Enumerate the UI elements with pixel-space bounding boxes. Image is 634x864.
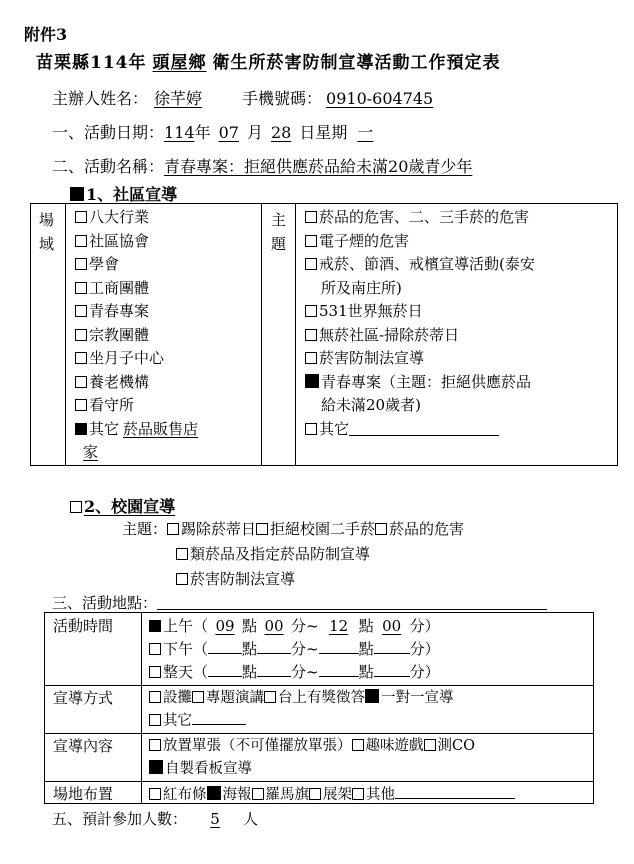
venue-label: 學會 [89,255,120,273]
topic-label: 電子煙的危害 [319,231,410,250]
am-start-min[interactable]: 00 [264,617,284,635]
participants-label: 五、預計參加人數： [52,810,188,828]
topic-item[interactable] [305,230,535,254]
checkbox-icon[interactable] [75,211,87,223]
content-opt: 趣味遊戲 [365,738,424,754]
checkbox-icon[interactable] [264,691,276,703]
min-unit: 分~ [291,640,319,658]
content-options [149,735,475,781]
section2-topics-row3 [176,568,295,589]
layout-opt: 紅布條 [163,787,207,803]
layout-opt: 海報 [222,787,252,803]
day-unit: 日 [299,123,316,142]
title-township: 頭屋鄉 [152,53,207,73]
checkbox-icon[interactable] [149,760,163,774]
method-opt: 專題演講 [206,690,264,706]
min-unit-end: 分） [409,640,440,658]
section2-checkbox[interactable] [70,501,82,513]
all-end-hour[interactable] [319,663,359,677]
venue-item[interactable] [75,230,200,254]
checkbox-icon[interactable] [352,739,364,751]
checkbox-icon[interactable] [207,786,221,800]
form-title [36,48,501,73]
checkbox-icon[interactable] [305,423,317,435]
topic-label: 無菸社區-掃除菸蒂日 [319,325,460,344]
layout-other-field[interactable] [395,785,515,799]
hour-unit: 點 [358,617,374,635]
checkbox-icon[interactable] [75,376,87,388]
checkbox-icon[interactable] [305,329,317,341]
time-label: 活動時間 [53,617,114,635]
topic-other[interactable] [305,418,535,442]
min-unit-end: 分） [409,663,440,681]
venue-other-label: 其它 [89,419,120,438]
topic-label: 戒菸、節酒、戒檳宣導活動(泰安 [319,255,535,273]
details-table [44,612,594,804]
all-end-min[interactable] [374,663,410,677]
venue-label: 坐月子中心 [89,349,165,367]
weekday-label: 星期 [315,123,348,142]
topic-label: 菸害防制法宣導 [319,349,425,367]
date-month[interactable]: 07 [218,123,239,142]
title-suffix: 衛生所菸害防制宣導活動工作預定表 [212,53,501,73]
section2-label: 2、校園宣導 [84,497,176,516]
venue-other-field[interactable]: 菸品販售店 [123,419,199,438]
venue-header-char2: 域 [39,235,55,253]
checkbox-icon[interactable] [149,788,161,800]
activity-row [52,154,482,177]
layout-opt: 其他 [366,787,395,803]
checkbox-icon[interactable] [149,620,161,632]
am-end-min[interactable]: 00 [382,617,402,635]
venue-list [75,206,200,465]
section2-opt: 踢除菸蒂日 [181,520,257,538]
layout-options [149,783,515,804]
checkbox-icon[interactable] [75,423,87,435]
checkbox-icon[interactable] [75,235,87,247]
date-row [52,120,383,143]
venue-item[interactable] [75,371,200,395]
checkbox-icon[interactable] [305,235,317,247]
venue-item[interactable] [75,324,200,348]
checkbox-icon[interactable] [305,258,317,270]
section2-opt: 菸害防制法宣導 [190,570,296,588]
venue-item[interactable] [75,394,200,418]
section2-opt: 類菸品及指定菸品防制宣導 [190,545,371,563]
topic-other-label: 其它 [319,419,350,438]
checkbox-icon[interactable] [149,666,161,678]
content-opt: 測CO [437,738,475,754]
section2-heading [70,494,175,517]
topic-label: 青春專案（主題：拒絕供應菸品 [321,372,532,391]
location-field[interactable] [157,595,547,610]
topic-item[interactable] [305,347,535,371]
checkbox-icon[interactable] [149,691,161,703]
topic-item[interactable] [305,253,535,277]
hour-unit: 點 [242,640,258,658]
venue-item[interactable] [75,206,200,230]
venue-label: 八大行業 [89,208,150,226]
date-label: 一、活動日期： [52,123,165,142]
checkbox-icon[interactable] [75,305,87,317]
checkbox-icon[interactable] [176,573,188,585]
venue-item[interactable] [75,300,200,324]
location-row [52,592,547,613]
checkbox-icon[interactable] [192,691,204,703]
pm-start-min[interactable] [257,640,291,654]
pm-end-hour[interactable] [319,640,359,654]
venue-other[interactable] [75,418,200,442]
topic-label-cont: 所及南庄所) [321,278,402,297]
date-day[interactable]: 28 [270,123,292,142]
venue-label: 工商團體 [89,278,150,297]
checkbox-icon[interactable] [352,788,364,800]
hour-unit: 點 [242,617,258,635]
am-label: 上午（ [163,617,209,635]
layout-label: 場地布置 [53,785,114,803]
pm-start-hour[interactable] [208,640,242,654]
date-year[interactable]: 114 [164,123,195,142]
topic-list [305,206,535,441]
topic-item[interactable] [305,300,535,324]
checkbox-icon[interactable] [305,305,317,317]
section1-heading [70,182,177,205]
checkbox-icon[interactable] [256,523,268,535]
am-start-hour[interactable]: 09 [215,617,235,635]
all-label: 整天（ [163,663,209,681]
checkbox-icon[interactable] [75,258,87,270]
checkbox-icon[interactable] [424,739,436,751]
am-end-hour[interactable]: 12 [329,617,349,635]
method-opt: 一對一宣導 [381,690,454,706]
topic-label: 531世界無菸日 [319,302,423,320]
participants-field[interactable]: 5 [210,810,220,828]
attachment-label: 附件3 [24,25,68,44]
min-unit: 分~ [291,663,319,681]
section2-topic-label: 主題： [122,520,168,538]
content-label: 宣導內容 [53,737,114,755]
pm-end-min[interactable] [374,640,410,654]
hour-unit: 點 [358,663,374,681]
topic-header-char2: 題 [271,235,287,253]
hour-unit: 點 [358,640,374,658]
all-start-hour[interactable] [208,663,242,677]
checkbox-icon[interactable] [149,739,161,751]
topic-header [271,208,286,256]
method-label: 宣導方式 [53,689,114,707]
topic-header-char1: 主 [271,211,287,229]
venue-label: 青春專案 [89,302,150,320]
checkbox-icon[interactable] [305,211,317,223]
method-opt: 台上有獎徵答 [278,690,365,706]
layout-opt: 展架 [323,787,352,803]
topic-label: 菸品的危害、二、三手菸的危害 [319,208,530,226]
topic-item[interactable] [305,324,535,348]
time-am-row[interactable] [149,615,440,638]
section1-checkbox[interactable] [70,187,84,201]
venue-label: 社區協會 [89,231,150,250]
checkbox-icon[interactable] [75,399,87,411]
venue-label: 看守所 [89,396,135,414]
topic-item[interactable] [305,206,535,230]
month-unit: 月 [246,123,263,142]
checkbox-icon[interactable] [149,643,161,655]
method-opt: 設攤 [163,690,192,706]
time-pm-row[interactable] [149,638,440,661]
topic-other-field[interactable] [349,421,499,436]
organizer-name-field[interactable]: 徐芊婷 [154,89,203,108]
section2-topics-row1 [122,518,464,539]
phone-field[interactable]: 0910-604745 [326,89,434,108]
community-table [30,203,618,466]
section1-label: 1、社區宣導 [86,185,178,204]
date-weekday[interactable]: 一 [357,123,374,142]
title-prefix: 苗栗縣114年 [36,53,147,73]
year-unit: 年 [194,123,211,142]
hour-unit: 點 [242,663,258,681]
checkbox-icon[interactable] [167,523,179,535]
checkbox-icon[interactable] [75,352,87,364]
checkbox-icon[interactable] [309,788,321,800]
content-opt: 放置單張（不可僅擺放單張） [163,738,352,754]
checkbox-icon[interactable] [252,788,264,800]
location-label: 三、活動地點： [52,594,158,612]
section2-opt: 菸品的危害 [389,520,465,538]
content-opt: 自製看板宣導 [165,761,252,777]
phone-label: 手機號碼： [242,89,323,108]
venue-header-char1: 場 [39,211,55,229]
topic-item[interactable] [305,371,535,395]
pm-label: 下午（ [163,640,209,658]
checkbox-icon[interactable] [75,329,87,341]
min-unit: 分~ [291,617,319,635]
time-options [149,615,440,684]
checkbox-icon[interactable] [149,714,161,726]
min-unit-end: 分） [409,617,440,635]
venue-item[interactable] [75,347,200,371]
activity-label: 二、活動名稱： [52,157,165,176]
layout-opt: 羅馬旗 [265,787,309,803]
section2-topics-row2 [176,543,370,564]
venue-item[interactable] [75,277,200,301]
checkbox-icon[interactable] [176,548,188,560]
topic-label-cont: 給未滿20歲者) [321,396,421,414]
activity-name-field[interactable]: 青春專案：拒絕供應菸品給未滿20歲青少年 [164,157,473,176]
checkbox-icon[interactable] [75,282,87,294]
venue-label: 養老機構 [89,372,150,391]
checkbox-icon[interactable] [305,374,319,388]
checkbox-icon[interactable] [375,523,387,535]
method-other-field[interactable] [192,711,246,725]
section2-opt: 拒絕校園二手菸 [270,520,376,538]
venue-label: 宗教團體 [89,325,150,344]
venue-item[interactable] [75,253,200,277]
participants-row [52,808,258,829]
checkbox-icon[interactable] [365,689,379,703]
method-options [149,687,454,733]
organizer-row [52,86,456,109]
time-all-row[interactable] [149,661,440,684]
organizer-name-label: 主辦人姓名： [52,89,149,108]
checkbox-icon[interactable] [305,352,317,364]
participants-unit: 人 [243,810,259,828]
all-start-min[interactable] [257,663,291,677]
method-other-label: 其它 [163,713,192,729]
venue-header [39,208,54,256]
venue-other-field-cont[interactable]: 家 [83,443,99,461]
